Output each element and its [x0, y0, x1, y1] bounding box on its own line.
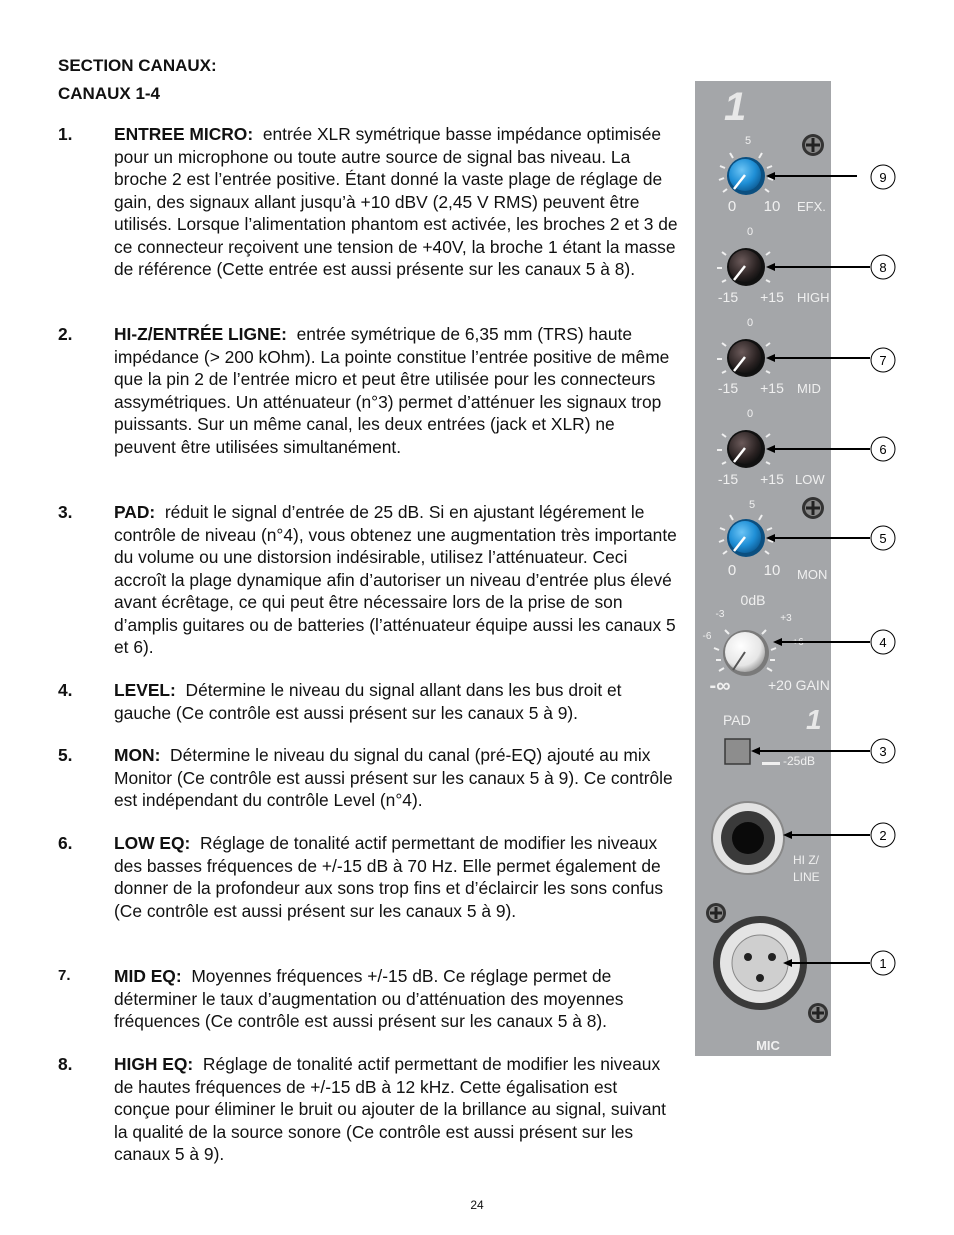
low-label: LOW — [795, 472, 825, 487]
item-title: MID EQ: — [114, 966, 182, 986]
channel-number-bottom: 1 — [806, 704, 822, 735]
item-title: ENTREE MICRO: — [114, 124, 254, 144]
item-number: 1. — [58, 124, 73, 144]
page-number: 24 — [470, 1198, 484, 1212]
item-text: Détermine le niveau du signal du canal (pré-EQ) ajouté au mix Monitor (Ce contrôle est aussi présent sur les canaux 5 à 9). Ce contrôle est indépendant du contrôle Level (n°4). — [114, 745, 673, 810]
pad-indicator — [762, 762, 780, 765]
gain-top: 0dB — [740, 592, 766, 608]
efx-label: EFX. — [797, 199, 826, 214]
gain-p6: +6 — [792, 637, 804, 648]
callout-5: 5 — [879, 531, 887, 546]
item-text: Détermine le niveau du signal allant dans les bus droit et gauche (Ce contrôle est aussi présent sur les canaux 5 à 9). — [114, 680, 622, 723]
gain-min: -∞ — [709, 675, 731, 697]
item-number: 2. — [58, 324, 73, 344]
callout-9: 9 — [879, 170, 887, 185]
efx-scale-min: 0 — [727, 198, 737, 215]
screw-icon — [706, 903, 726, 923]
item-text: Réglage de tonalité actif permettant de modifier les niveaux de hautes fréquences de +/-15 dB à 12 kHz. Cette égalisation est conçue pour éliminer le bruit ou ajouter de la brillance au signal, suivant la qualité de la source sonore (Ce contrôle est aussi présent sur les canaux 5 à 9). — [114, 1054, 666, 1164]
low-scale-min: -15 — [717, 471, 739, 487]
item-title: HIGH EQ: — [114, 1054, 194, 1074]
mon-label: MON — [797, 567, 828, 582]
item-text: entrée symétrique de 6,35 mm (TRS) haute impédance (> 200 kOhm). La pointe constitue l’entrée positive de même que la pin 2 de l’entrée micro et peut être utilisée pour les connecteurs assymétriques. Un atténuateur (n°3) permet d’atténuer les signaux trop puissants. Sur un même canal, les deux entrées (jack et XLR) ne peuvent être utilisées simultanément. — [114, 324, 670, 457]
mic-label: MIC — [756, 1038, 780, 1053]
low-scale-max: +15 — [760, 471, 784, 487]
item-title: PAD: — [114, 502, 156, 522]
callout-7: 7 — [879, 353, 887, 368]
high-scale-min: -15 — [717, 289, 739, 305]
efx-scale-max: 10 — [763, 198, 781, 215]
screw-icon — [802, 134, 824, 156]
high-scale-top: 0 — [746, 226, 754, 238]
mon-scale-max: 10 — [763, 562, 781, 579]
pad-button[interactable] — [725, 739, 750, 764]
line-label-1: HI Z/ — [793, 853, 819, 867]
item-text: réduit le signal d’entrée de 25 dB. Si en ajustant légérement le contrôle de niveau (n°4), vous obtenez une augmentation très importante du volume ou une distorsion indésirable, utilisez l’atténuateur. Ceci accroît la plage dynamique afin d’autoriser un niveau d’entrée plus élevé avant écrêtage, ce qui peut être nécessaire lors de la prise de son d’amplis guitares ou de batteries (l’atténuateur équipe aussi les canaux 5 et 6). — [114, 502, 677, 657]
line-label-2: LINE — [793, 870, 820, 884]
screw-icon — [808, 1003, 828, 1023]
item-title: LEVEL: — [114, 680, 176, 700]
mon-scale-top: 5 — [748, 499, 756, 511]
item-number: 8. — [58, 1054, 73, 1074]
screw-icon — [802, 497, 824, 519]
efx-scale-top: 5 — [744, 135, 752, 147]
item-title: HI-Z/ENTRÉE LIGNE: — [114, 324, 287, 344]
channel-number-top: 1 — [724, 85, 747, 129]
pad-value: -25dB — [783, 754, 816, 768]
item-number: 5. — [58, 745, 73, 765]
subsection-title: CANAUX 1-4 — [58, 84, 161, 103]
callout-6: 6 — [879, 442, 887, 457]
item-title: MON: — [114, 745, 161, 765]
gain-m3: -3 — [715, 609, 725, 620]
item-text: Réglage de tonalité actif permettant de modifier les niveaux des basses fréquences de +/-15 dB à 70 Hz. Elle permet également de donner de la profondeur aux sons trop fins et d’éclaircir les sons confus (Ce contrôle est aussi présent sur les canaux 5 à 9). — [114, 833, 664, 921]
callout-8: 8 — [879, 260, 887, 275]
item-number: 3. — [58, 502, 73, 522]
mon-scale-min: 0 — [727, 562, 737, 579]
mid-scale-top: 0 — [746, 317, 754, 329]
item-number: 6. — [58, 833, 73, 853]
low-scale-top: 0 — [746, 408, 754, 420]
mid-scale-min: -15 — [717, 380, 739, 396]
pad-label: PAD — [723, 712, 751, 728]
gain-max: +20 GAIN — [768, 677, 830, 693]
mid-scale-max: +15 — [760, 380, 784, 396]
callout-4: 4 — [879, 635, 887, 650]
section-title: SECTION CANAUX: — [58, 56, 217, 75]
callout-1: 1 — [879, 956, 887, 971]
mid-label: MID — [797, 381, 821, 396]
gain-m6: -6 — [702, 631, 712, 642]
callout-3: 3 — [879, 744, 887, 759]
callout-2: 2 — [879, 828, 887, 843]
gain-p3: +3 — [780, 613, 792, 624]
high-label: HIGH — [797, 290, 830, 305]
item-text: entrée XLR symétrique basse impédance optimisée pour un microphone ou toute autre source de signal bas niveau. La broche 2 est l’entrée positive. Étant donné la vaste plage de réglage de gain, des signaux allant jusqu’à +10 dBV (2,45 V RMS) peuvent être utilisés. Lorsque l’alimentation phantom est activée, les broches 2 et 3 de ce connecteur reçoivent une tension de +40V, la broche 1 étant la masse de référence (Cette entrée est aussi présente sur les canaux 5 à 8). — [114, 124, 678, 279]
high-scale-max: +15 — [760, 289, 784, 305]
item-number: 4. — [58, 680, 73, 700]
item-number: 7. — [58, 967, 71, 984]
item-text: Moyennes fréquences +/-15 dB. Ce réglage permet de déterminer le taux d’augmentation ou d’atténuation des moyennes fréquences (Ce contrôle est aussi présent sur les canaux 5 à 8). — [114, 966, 624, 1031]
item-title: LOW EQ: — [114, 833, 191, 853]
line-input-jack[interactable] — [712, 802, 784, 874]
